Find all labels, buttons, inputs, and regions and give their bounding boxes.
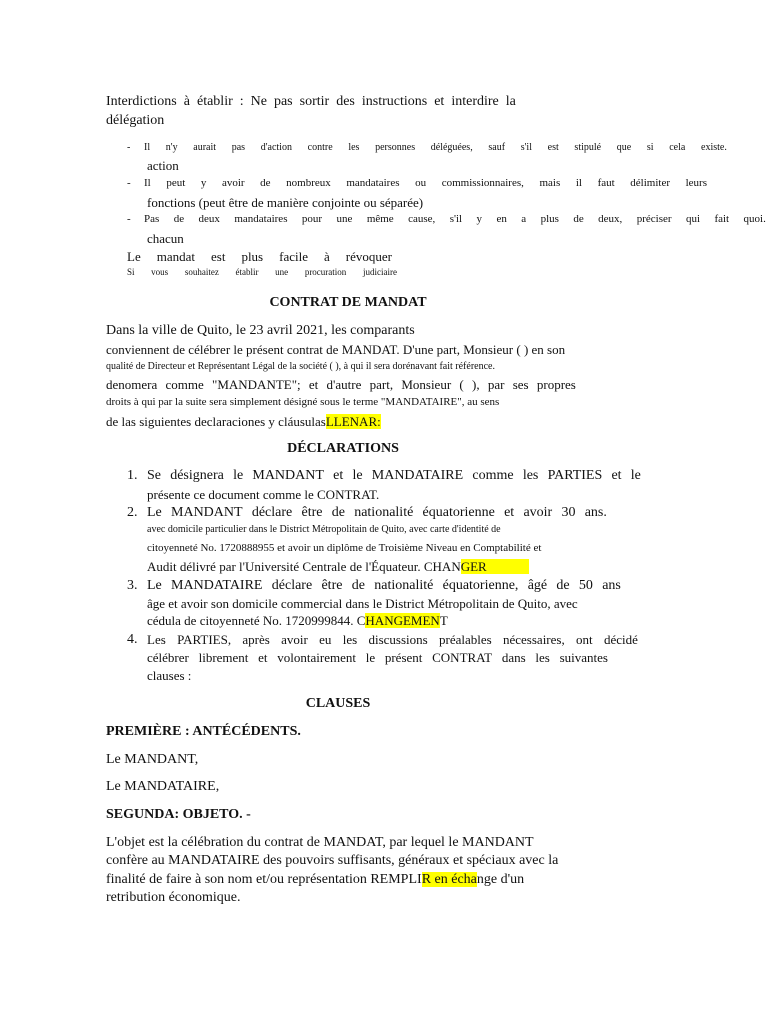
word: ans. bbox=[584, 505, 607, 520]
declaration-number: 1. bbox=[127, 468, 138, 483]
word: les bbox=[342, 632, 358, 647]
objet-line-1: L'objet est la célébration du contrat de MANDAT, par lequel le MANDANT bbox=[106, 835, 534, 850]
fill-in-highlight: LLENAR: bbox=[325, 414, 381, 429]
word: faut bbox=[597, 177, 615, 189]
declaration-4-line-2 bbox=[147, 651, 608, 664]
word: il bbox=[575, 177, 582, 189]
bullet-3-line bbox=[144, 214, 766, 225]
word: nationalité bbox=[374, 578, 434, 593]
word: Se bbox=[147, 468, 161, 483]
clauses-title: CLAUSES bbox=[305, 696, 371, 711]
word: d'action bbox=[260, 142, 292, 153]
word: instructions bbox=[361, 94, 428, 109]
word: ses bbox=[512, 377, 529, 392]
declaration-4-line-1 bbox=[147, 633, 638, 646]
objet-line-3-text: finalité de faire à son nom et/ou représentation REMPLI bbox=[106, 872, 422, 887]
word: librement bbox=[198, 650, 249, 665]
word: et bbox=[434, 94, 445, 109]
para1-line-6 bbox=[106, 415, 381, 428]
word: de bbox=[556, 578, 570, 593]
word: discussions bbox=[368, 632, 428, 647]
word: préalables bbox=[439, 632, 492, 647]
para1-line-6-text: de las siguientes declaraciones y cláusulas bbox=[106, 414, 326, 429]
word: même bbox=[366, 213, 394, 225]
word: célébrer bbox=[147, 650, 189, 665]
word: de bbox=[173, 213, 185, 225]
para1-line-4 bbox=[106, 378, 576, 391]
word: PARTIES, bbox=[177, 632, 232, 647]
para1-line-3: qualité de Directeur et Représentant Légal de la société ( ), à qui il sera dorénavant fait référence. bbox=[106, 361, 495, 372]
word: deux bbox=[198, 213, 220, 225]
word: et bbox=[504, 505, 515, 520]
word: 50 bbox=[578, 578, 593, 593]
segunda-title: SEGUNDA: OBJETO. - bbox=[106, 807, 251, 822]
word: mandat bbox=[156, 249, 195, 264]
word: s'il bbox=[449, 213, 463, 225]
premiere-title: PREMIÈRE : ANTÉCÉDENTS. bbox=[106, 724, 301, 739]
word: propres bbox=[536, 377, 576, 392]
word: mais bbox=[539, 177, 561, 189]
word: leurs bbox=[685, 177, 707, 189]
word: la bbox=[505, 94, 516, 109]
word: commissionnaires, bbox=[441, 177, 524, 189]
word: contre bbox=[307, 142, 333, 153]
word: n'y bbox=[165, 142, 178, 153]
declaration-1-line-1 bbox=[147, 469, 641, 483]
declaration-number: 2. bbox=[127, 505, 138, 520]
word: y bbox=[200, 177, 207, 189]
bullet-dash: - bbox=[127, 213, 131, 225]
word: eu bbox=[319, 632, 332, 647]
note-revoquer bbox=[127, 250, 392, 263]
word: préciser bbox=[636, 213, 672, 225]
declaration-1-line-2: présente ce document comme le CONTRAT. bbox=[147, 487, 380, 502]
word: y bbox=[476, 213, 483, 225]
word: avoir bbox=[523, 505, 553, 520]
word: 30 bbox=[561, 505, 576, 520]
word: à bbox=[183, 94, 190, 109]
word: quoi. bbox=[743, 213, 766, 225]
word: par bbox=[487, 377, 505, 392]
word: comme bbox=[165, 377, 204, 392]
word: stipulé bbox=[574, 142, 602, 153]
word: établir bbox=[196, 94, 233, 109]
word: décidé bbox=[603, 632, 638, 647]
word: avoir bbox=[281, 632, 308, 647]
word: judiciaire bbox=[362, 267, 397, 277]
bullet-1-line bbox=[144, 143, 727, 153]
word: ou bbox=[415, 177, 427, 189]
para1-line-2: conviennent de célébrer le présent contrat de MANDAT. D'une part, Monsieur ( ) en son bbox=[106, 342, 566, 357]
word: Monsieur bbox=[401, 377, 452, 392]
note-procuration bbox=[127, 268, 397, 277]
word: les bbox=[535, 650, 550, 665]
declaration-2-line-4 bbox=[147, 560, 529, 573]
word: être bbox=[321, 578, 343, 593]
word: si bbox=[646, 142, 654, 153]
word: déclare bbox=[271, 578, 313, 593]
word: fait bbox=[714, 213, 730, 225]
word: Le bbox=[127, 249, 141, 264]
word: d'autre bbox=[326, 377, 362, 392]
word: pas bbox=[231, 142, 246, 153]
mandataire-line: Le MANDATAIRE, bbox=[106, 779, 220, 794]
word: souhaitez bbox=[184, 267, 219, 277]
word: mandataires bbox=[234, 213, 288, 225]
word: interdire bbox=[451, 94, 499, 109]
word: qui bbox=[685, 213, 701, 225]
word: pour bbox=[301, 213, 323, 225]
word: deux, bbox=[598, 213, 623, 225]
word: Les bbox=[147, 632, 166, 647]
word: âgé bbox=[527, 578, 548, 593]
word: après bbox=[242, 632, 270, 647]
objet-line-2: confère au MANDATAIRE des pouvoirs suffisants, généraux et spéciaux avec la bbox=[106, 853, 559, 868]
word: vous bbox=[151, 267, 169, 277]
bullet-dash: - bbox=[127, 142, 131, 153]
word: le bbox=[365, 650, 376, 665]
word: déléguées, bbox=[430, 142, 473, 153]
word: s'il bbox=[520, 142, 532, 153]
word: nécessaires, bbox=[503, 632, 565, 647]
bullet-2-line bbox=[144, 178, 707, 189]
word: volontairement bbox=[277, 650, 356, 665]
word: a bbox=[521, 213, 527, 225]
word: cela bbox=[669, 142, 686, 153]
bullet-3-continuation: chacun bbox=[147, 231, 184, 246]
fill-in-highlight: R en écha bbox=[421, 872, 477, 887]
word: comme bbox=[472, 468, 514, 483]
word: existe. bbox=[701, 142, 727, 153]
word: dans bbox=[501, 650, 526, 665]
word: "MANDANTE"; bbox=[212, 377, 301, 392]
declaration-3-line-3 bbox=[147, 614, 448, 627]
word: de bbox=[260, 177, 271, 189]
declaration-number: 3. bbox=[127, 578, 138, 593]
word: une bbox=[336, 213, 353, 225]
word: procuration bbox=[304, 267, 347, 277]
declaration-3-line-3-text: cédula de citoyenneté No. 1720999844. C bbox=[147, 613, 366, 628]
bullet-1-continuation: action bbox=[147, 158, 179, 173]
word: peut bbox=[166, 177, 186, 189]
word: Interdictions bbox=[106, 94, 177, 109]
word: délimiter bbox=[630, 177, 670, 189]
contract-title: CONTRAT DE MANDAT bbox=[269, 295, 427, 310]
word: une bbox=[275, 267, 289, 277]
word: et bbox=[308, 377, 319, 392]
word: et bbox=[333, 468, 344, 483]
word: PARTIES bbox=[547, 468, 603, 483]
word: cause, bbox=[408, 213, 436, 225]
word: ans bbox=[602, 578, 621, 593]
intro-line-1 bbox=[106, 95, 516, 109]
word: denomera bbox=[106, 377, 158, 392]
word: plus bbox=[540, 213, 559, 225]
word: être bbox=[301, 505, 323, 520]
word: plus bbox=[241, 249, 264, 264]
bullet-dash: - bbox=[127, 177, 131, 189]
word: les bbox=[348, 142, 360, 153]
word: et bbox=[258, 650, 268, 665]
word: MANDATAIRE bbox=[171, 578, 263, 593]
word: le bbox=[352, 468, 363, 483]
word: personnes bbox=[375, 142, 416, 153]
word: Il bbox=[144, 142, 151, 153]
word: et bbox=[611, 468, 622, 483]
word: nombreux bbox=[286, 177, 331, 189]
word: CONTRAT bbox=[432, 650, 493, 665]
word: de bbox=[573, 213, 584, 225]
word: MANDANT bbox=[252, 468, 324, 483]
word: avoir bbox=[221, 177, 245, 189]
word: des bbox=[336, 94, 355, 109]
declaration-3-line-3-end: T bbox=[439, 613, 448, 628]
declaration-4-line-3: clauses : bbox=[147, 668, 192, 683]
word: établir bbox=[235, 267, 259, 277]
word: en bbox=[496, 213, 507, 225]
word: que bbox=[616, 142, 632, 153]
word: mandataires bbox=[346, 177, 400, 189]
para1-line-1: Dans la ville de Quito, le 23 avril 2021, les comparants bbox=[106, 323, 415, 338]
word: à bbox=[323, 249, 330, 264]
word: suivantes bbox=[559, 650, 608, 665]
word: est bbox=[210, 249, 226, 264]
word: ), bbox=[472, 377, 480, 392]
declaration-2-line-1 bbox=[147, 506, 607, 520]
word: : bbox=[239, 94, 244, 109]
word: sauf bbox=[488, 142, 506, 153]
word: sortir bbox=[299, 94, 330, 109]
word: ( bbox=[459, 377, 464, 392]
declaration-2-line-3: citoyenneté No. 1720888955 et avoir un diplôme de Troisième Niveau en Comptabilité et bbox=[147, 542, 542, 554]
word: de bbox=[351, 578, 365, 593]
word: révoquer bbox=[345, 249, 392, 264]
word: MANDANT bbox=[171, 505, 243, 520]
word: aurait bbox=[193, 142, 217, 153]
word: est bbox=[547, 142, 559, 153]
declaration-number: 4. bbox=[127, 632, 138, 647]
declaration-3-line-2: âge et avoir son domicile commercial dans le District Métropolitain de Quito, avec bbox=[147, 596, 578, 611]
word: le bbox=[233, 468, 244, 483]
word: le bbox=[630, 468, 641, 483]
change-highlight: GER bbox=[461, 559, 529, 574]
word: Ne bbox=[250, 94, 267, 109]
word: les bbox=[522, 468, 539, 483]
bullet-2-continuation: fonctions (peut être de manière conjointe ou séparée) bbox=[147, 195, 424, 210]
word: part, bbox=[369, 377, 394, 392]
word: équatorienne bbox=[422, 505, 495, 520]
word: équatorienne, bbox=[442, 578, 519, 593]
word: Il bbox=[144, 177, 151, 189]
declaration-2-line-2: avec domicile particulier dans le District Métropolitain de Quito, avec carte d'identité de bbox=[147, 524, 501, 535]
objet-line-3 bbox=[106, 873, 524, 887]
objet-line-3-end: nge d'un bbox=[476, 872, 525, 887]
word: nationalité bbox=[354, 505, 414, 520]
declarations-title: DÉCLARATIONS bbox=[287, 441, 399, 456]
mandant-line: Le MANDANT, bbox=[106, 752, 199, 767]
word: MANDATAIRE bbox=[371, 468, 464, 483]
word: de bbox=[331, 505, 345, 520]
para1-line-5: droits à qui par la suite sera simplement désigné sous le terme "MANDATAIRE", au sens bbox=[106, 396, 500, 408]
word: présent bbox=[384, 650, 423, 665]
declaration-2-line-4-text: Audit délivré par l'Université Centrale de l'Équateur. CHAN bbox=[147, 559, 461, 574]
word: désignera bbox=[170, 468, 224, 483]
declaration-3-line-1 bbox=[147, 579, 621, 593]
change-highlight: HANGEMEN bbox=[365, 613, 440, 628]
word: Le bbox=[147, 505, 162, 520]
word: Le bbox=[147, 578, 162, 593]
word: déclare bbox=[251, 505, 293, 520]
word: ont bbox=[576, 632, 593, 647]
objet-line-4: retribution économique. bbox=[106, 890, 241, 905]
word: Si bbox=[127, 267, 135, 277]
word: Pas bbox=[144, 213, 160, 225]
intro-line-2: délégation bbox=[106, 113, 165, 128]
word: facile bbox=[279, 249, 308, 264]
word: pas bbox=[273, 94, 293, 109]
